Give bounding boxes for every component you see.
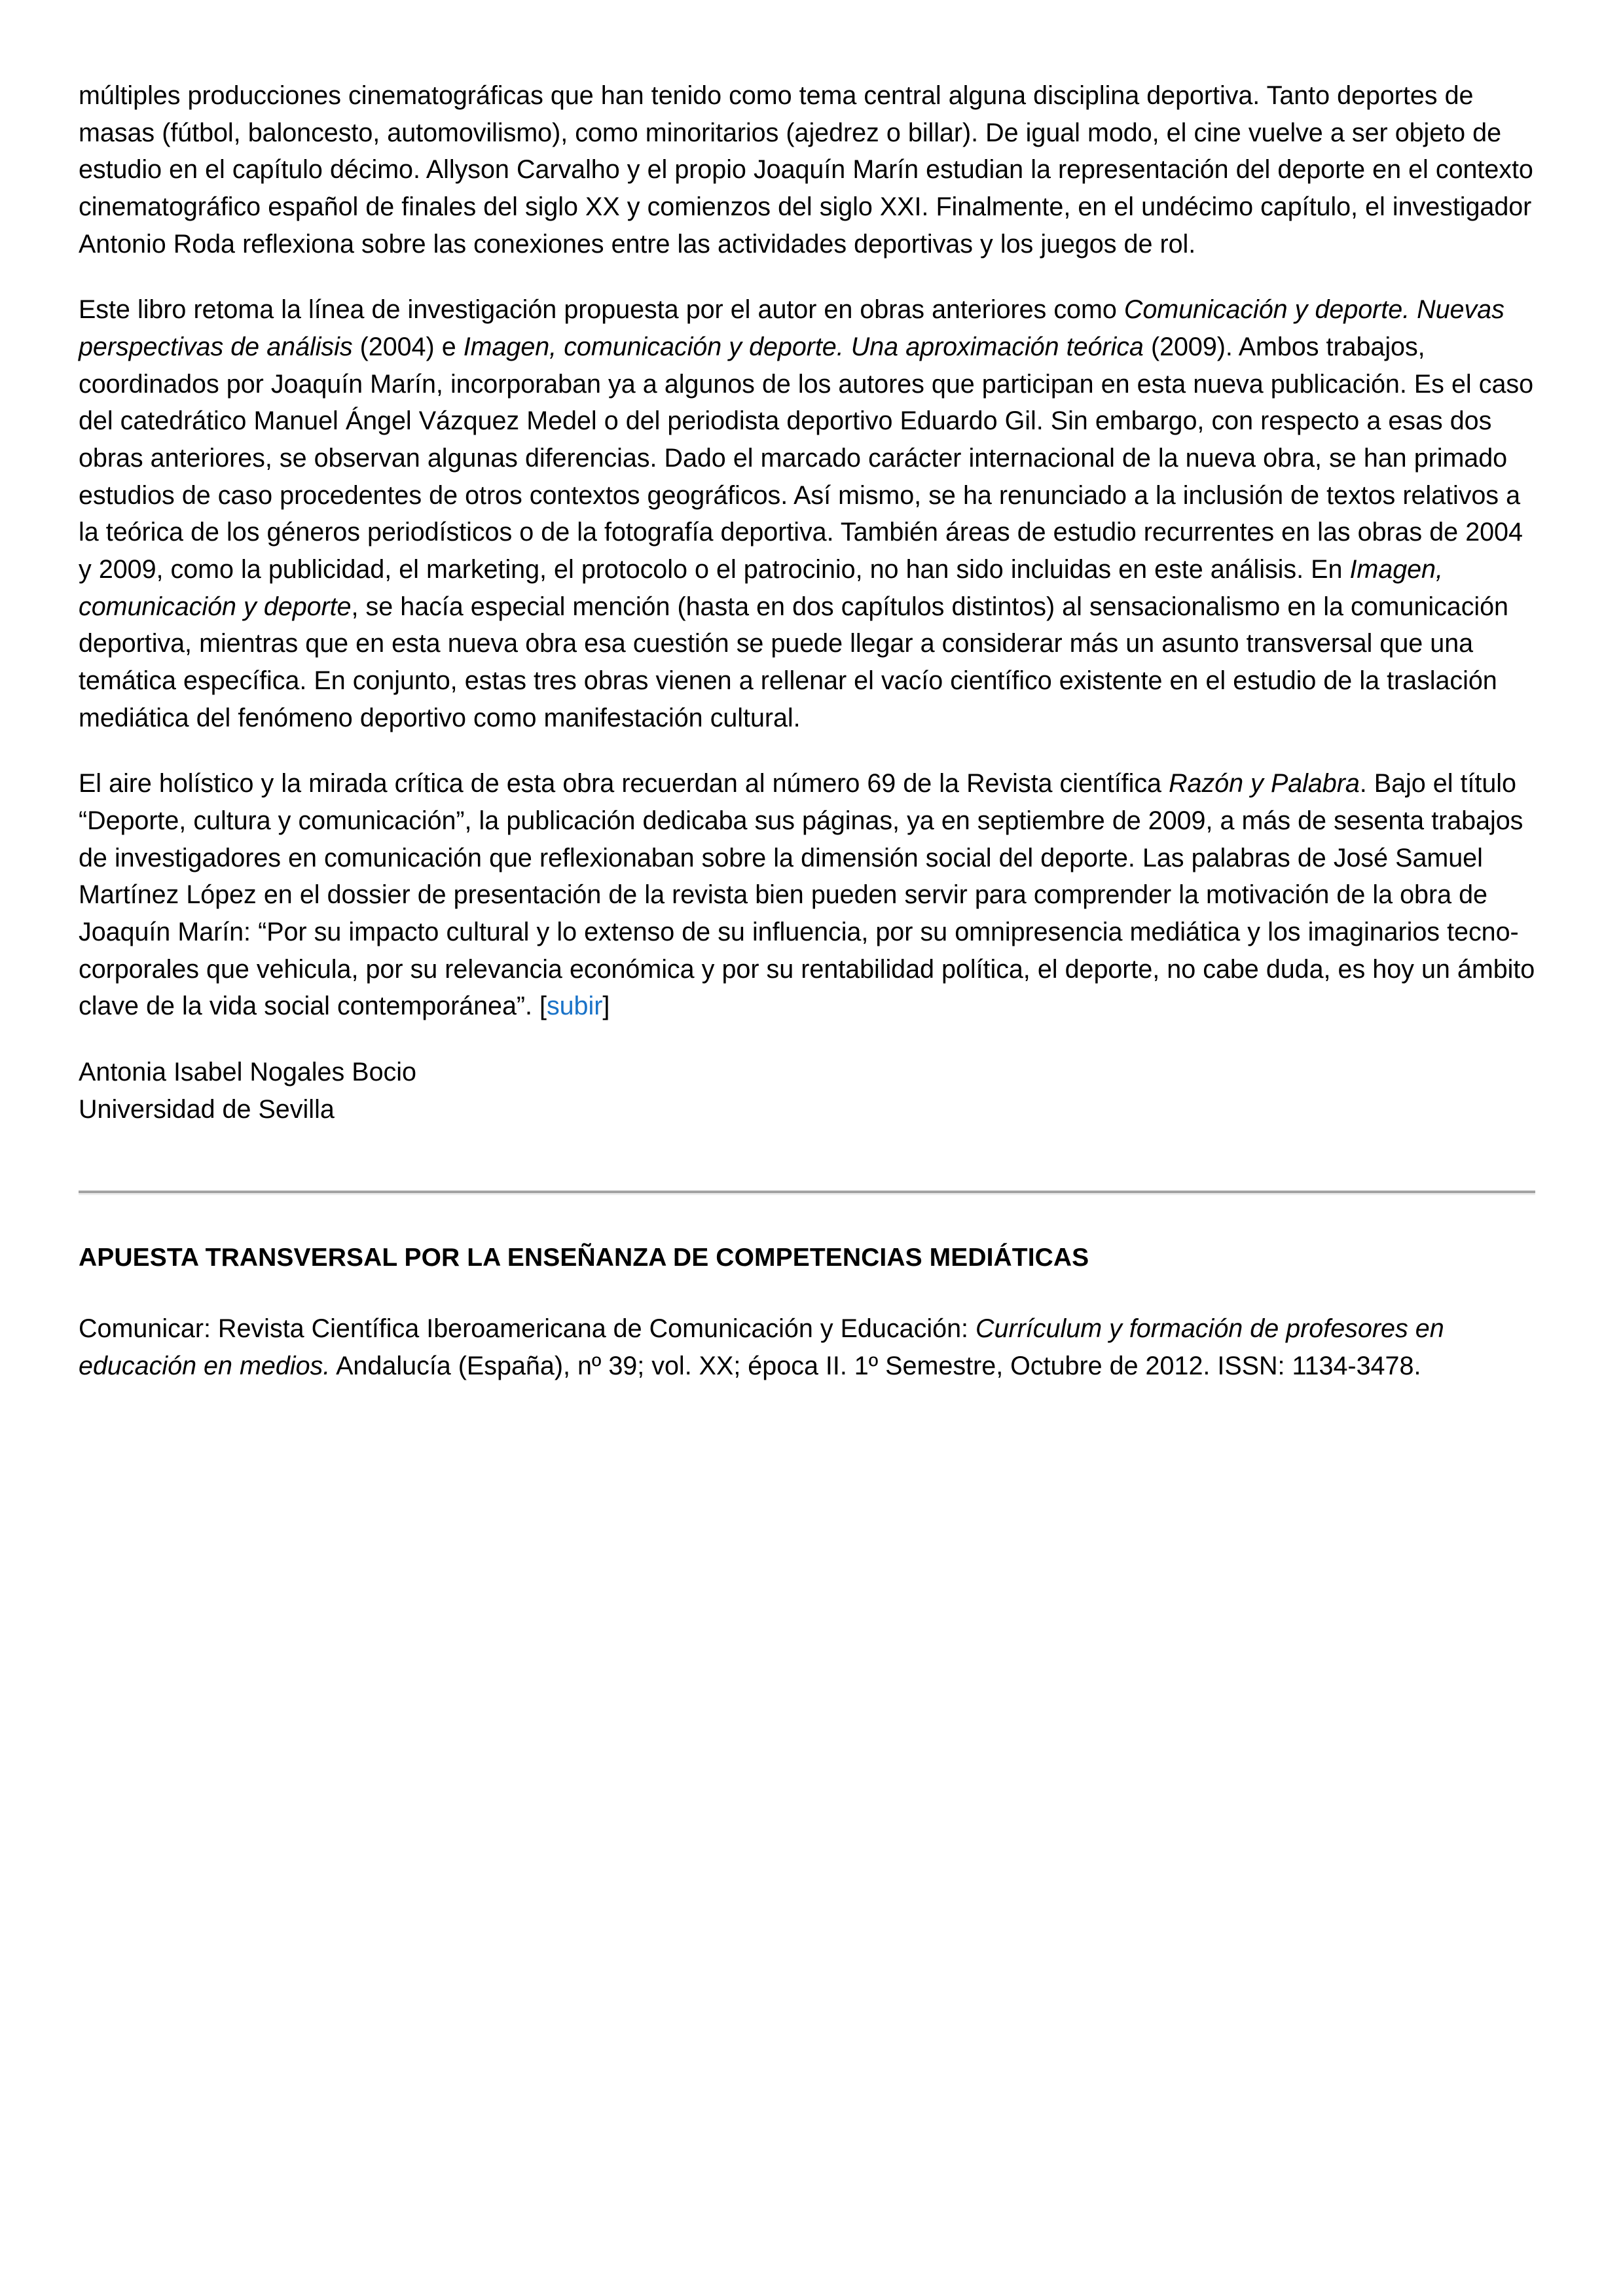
text-run: (2009). Ambos trabajos, coordinados por Joaquín Marín, incorporaban ya a algunos de los autores que participan en esta nueva publicación. Es el caso del catedrático Manuel Ángel Vázquez Medel o del periodista deportivo Eduardo Gil. Sin embargo, con respecto a esas dos obras anteriores, se observan algunas diferencias. Dado el marcado carácter internacional de la nueva obra, se han primado estudios de caso procedentes de otros contextos geográficos. Así mismo, se ha renunciado a la inclusión de textos relativos a la teórica de los géneros periodísticos o de la fotografía deportiva. También áreas de estudio recurrentes en las obras de 2004 y 2009, como la publicidad, el marketing, el protocolo o el patrocinio, no han sido incluidas en este análisis. En xyxy=(79,332,1534,584)
italic-title: Comunicación y deporte. Nuevas perspectivas de análisis xyxy=(79,295,1504,362)
signature-author-name: Antonia Isabel Nogales Bocio xyxy=(79,1058,417,1087)
italic-title: Imagen, comunicación y deporte xyxy=(79,555,1443,621)
section-heading: APUESTA TRANSVERSAL POR LA ENSEÑANZA DE COMPETENCIAS MEDIÁTICAS xyxy=(79,1244,1089,1272)
document-body xyxy=(79,77,1535,1385)
paragraph-razon-palabra xyxy=(79,765,1535,1025)
page-bottom-spacer xyxy=(79,1384,1535,1385)
signature-affiliation: Universidad de Sevilla xyxy=(79,1094,335,1124)
italic-title: Razón y Palabra xyxy=(1169,769,1360,798)
text-run: , se hacía especial mención (hasta en dos capítulos distintos) al sensacionalismo en la comunicación deportiva, mientras que en esta nueva obra esa cuestión se puede llegar a considerar más un asunto transversal que una temática específica. En conjunto, estas tres obras vienen a rellenar el vacío científico existente en el estudio de la traslación mediática del fenómeno deportivo como manifestación cultural. xyxy=(79,592,1508,732)
text-run: Este libro retoma la línea de investigación propuesta por el autor en obras anteriores como xyxy=(79,295,1124,325)
text-run: . Bajo el título “Deporte, cultura y comunicación”, la publicación dedicaba sus páginas, ya en septiembre de 2009, a más de sesenta trabajos de investigadores en comunicación que reflexionaban sobre la dimensión social del deporte. Las palabras de José Samuel Martínez López en el dossier de presentación de la revista bien pueden servir para comprender la motivación de la obra de Joaquín Marín: “Por su impacto cultural y lo extenso de su influencia, por su omnipresencia mediática y los imaginarios tecno-corporales que vehicula, por su relevancia económica y por su rentabilidad política, el deporte, no cabe duda, es hoy un ámbito clave de la vida social contemporánea”. [ xyxy=(79,769,1535,1021)
text-run: El aire holístico y la mirada crítica de esta obra recuerdan al número 69 de la Revista científica xyxy=(79,769,1169,798)
section-divider xyxy=(79,1191,1535,1195)
text-run: ] xyxy=(602,992,610,1021)
paragraph-linea-investigacion xyxy=(79,291,1535,736)
italic-title: Currículum y formación de profesores en educación en medios. xyxy=(79,1314,1444,1380)
subir-link[interactable]: subir xyxy=(546,992,603,1021)
section-divider-wrap xyxy=(79,1191,1535,1195)
author-signature xyxy=(79,1054,1535,1128)
text-run: múltiples producciones cinematográficas que han tenido como tema central alguna disciplina deportiva. Tanto deportes de masas (fútbol, baloncesto, automovilismo), como minoritarios (ajedrez o billar). De igual modo, el cine vuelve a ser objeto de estudio en el capítulo décimo. Allyson Carvalho y el propio Joaquín Marín estudian la representación del deporte en el contexto cinematográfico español de finales del siglo XX y comienzos del siglo XXI. Finalmente, en el undécimo capítulo, el investigador Antonio Roda reflexiona sobre las conexiones entre las actividades deportivas y los juegos de rol. xyxy=(79,81,1533,259)
paragraph-cine-deporte xyxy=(79,77,1535,262)
section-citation xyxy=(79,1310,1535,1384)
text-run: (2004) e xyxy=(352,332,464,362)
text-run: Andalucía (España), nº 39; vol. XX; época II. 1º Semestre, Octubre de 2012. ISSN: 1134-3478. xyxy=(330,1351,1421,1380)
italic-title: Imagen, comunicación y deporte. Una aproximación teórica xyxy=(463,332,1144,362)
text-run: Comunicar: Revista Científica Iberoamericana de Comunicación y Educación: xyxy=(79,1314,976,1344)
